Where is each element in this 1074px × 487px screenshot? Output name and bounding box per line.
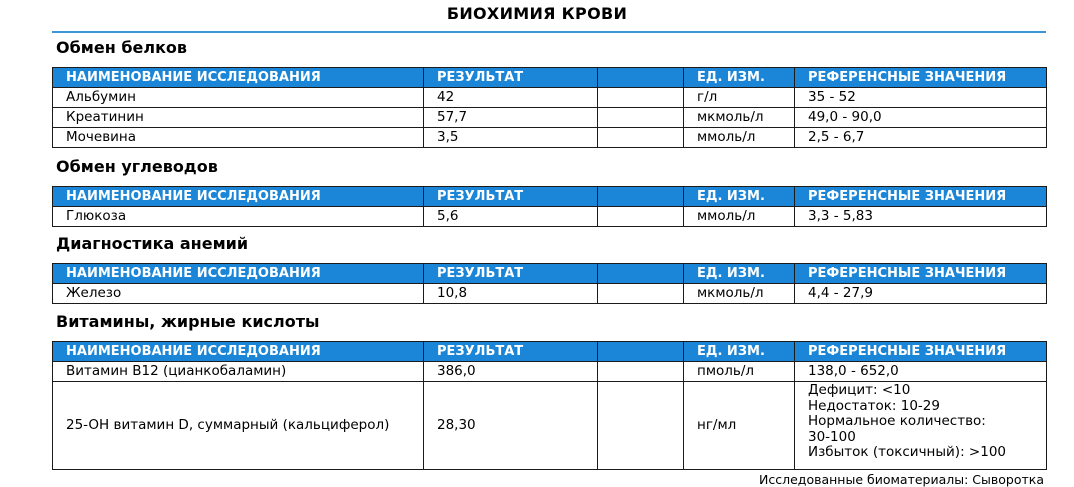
test-ref-multiline bbox=[795, 382, 1047, 470]
test-result: 57,7 bbox=[424, 108, 598, 128]
section-title-anemia: Диагностика анемий bbox=[56, 234, 249, 253]
col-header-ref: РЕФЕРЕНСНЫЕ ЗНАЧЕНИЯ bbox=[795, 264, 1047, 284]
test-unit: нг/мл bbox=[684, 382, 795, 470]
col-header-ref: РЕФЕРЕНСНЫЕ ЗНАЧЕНИЯ bbox=[795, 68, 1047, 88]
col-header-ref: РЕФЕРЕНСНЫЕ ЗНАЧЕНИЯ bbox=[795, 187, 1047, 207]
title-divider bbox=[52, 31, 1046, 33]
blank-cell bbox=[598, 128, 684, 148]
test-name: Витамин B12 (цианкобаламин) bbox=[53, 362, 424, 382]
col-header-blank bbox=[598, 264, 684, 284]
ref-line-deficit: Дефицит: <10 bbox=[808, 382, 911, 398]
section-title-vitamins: Витамины, жирные кислоты bbox=[56, 312, 320, 331]
blank-cell bbox=[598, 88, 684, 108]
col-header-result: РЕЗУЛЬТАТ bbox=[424, 187, 598, 207]
test-name: Альбумин bbox=[53, 88, 424, 108]
anemia-results-table bbox=[52, 263, 1047, 304]
table-row bbox=[53, 362, 1047, 382]
test-unit: мкмоль/л bbox=[684, 284, 795, 304]
table-header-row bbox=[53, 68, 1047, 88]
ref-line-normal-label: Нормальное количество: bbox=[808, 413, 986, 429]
biomaterial-note: Исследованные биоматериалы: Сыворотка bbox=[759, 472, 1044, 487]
test-result: 3,5 bbox=[424, 128, 598, 148]
col-header-result: РЕЗУЛЬТАТ bbox=[424, 68, 598, 88]
test-unit: г/л bbox=[684, 88, 795, 108]
test-result: 386,0 bbox=[424, 362, 598, 382]
col-header-result: РЕЗУЛЬТАТ bbox=[424, 264, 598, 284]
test-ref: 3,3 - 5,83 bbox=[795, 207, 1047, 227]
test-name: Глюкоза bbox=[53, 207, 424, 227]
carbohydrate-results-table bbox=[52, 186, 1047, 227]
table-row bbox=[53, 207, 1047, 227]
col-header-ref: РЕФЕРЕНСНЫЕ ЗНАЧЕНИЯ bbox=[795, 342, 1047, 362]
blank-cell bbox=[598, 362, 684, 382]
protein-results-table bbox=[52, 67, 1047, 148]
test-name: 25-OH витамин D, суммарный (кальциферол) bbox=[53, 382, 424, 470]
col-header-unit: ЕД. ИЗМ. bbox=[684, 264, 795, 284]
test-ref: 138,0 - 652,0 bbox=[795, 362, 1047, 382]
table-row bbox=[53, 284, 1047, 304]
test-result: 28,30 bbox=[424, 382, 598, 470]
test-name: Железо bbox=[53, 284, 424, 304]
col-header-name: НАИМЕНОВАНИЕ ИССЛЕДОВАНИЯ bbox=[53, 264, 424, 284]
test-result: 42 bbox=[424, 88, 598, 108]
test-result: 5,6 bbox=[424, 207, 598, 227]
test-ref: 35 - 52 bbox=[795, 88, 1047, 108]
ref-line-normal-range: 30-100 bbox=[808, 428, 856, 445]
col-header-name: НАИМЕНОВАНИЕ ИССЛЕДОВАНИЯ bbox=[53, 68, 424, 88]
table-header-row bbox=[53, 187, 1047, 207]
test-ref: 49,0 - 90,0 bbox=[795, 108, 1047, 128]
test-unit: ммоль/л bbox=[684, 128, 795, 148]
test-unit: ммоль/л bbox=[684, 207, 795, 227]
col-header-unit: ЕД. ИЗМ. bbox=[684, 187, 795, 207]
vitamins-results-table bbox=[52, 341, 1047, 470]
table-row bbox=[53, 108, 1047, 128]
test-result: 10,8 bbox=[424, 284, 598, 304]
test-ref: 4,4 - 27,9 bbox=[795, 284, 1047, 304]
col-header-unit: ЕД. ИЗМ. bbox=[684, 68, 795, 88]
section-title-carbohydrate: Обмен углеводов bbox=[56, 157, 218, 176]
test-name: Креатинин bbox=[53, 108, 424, 128]
col-header-blank bbox=[598, 68, 684, 88]
table-header-row bbox=[53, 342, 1047, 362]
test-unit: мкмоль/л bbox=[684, 108, 795, 128]
table-row bbox=[53, 88, 1047, 108]
col-header-blank bbox=[598, 187, 684, 207]
col-header-blank bbox=[598, 342, 684, 362]
col-header-unit: ЕД. ИЗМ. bbox=[684, 342, 795, 362]
page-title: БИОХИМИЯ КРОВИ bbox=[446, 4, 628, 23]
blank-cell bbox=[598, 108, 684, 128]
ref-line-insufficiency: Недостаток: 10-29 bbox=[808, 397, 940, 414]
col-header-result: РЕЗУЛЬТАТ bbox=[424, 342, 598, 362]
col-header-name: НАИМЕНОВАНИЕ ИССЛЕДОВАНИЯ bbox=[53, 187, 424, 207]
test-ref: 2,5 - 6,7 bbox=[795, 128, 1047, 148]
blank-cell bbox=[598, 207, 684, 227]
table-row bbox=[53, 128, 1047, 148]
col-header-name: НАИМЕНОВАНИЕ ИССЛЕДОВАНИЯ bbox=[53, 342, 424, 362]
ref-line-excess: Избыток (токсичный): >100 bbox=[808, 444, 1006, 460]
section-title-protein: Обмен белков bbox=[56, 38, 188, 57]
blank-cell bbox=[598, 382, 684, 470]
test-unit: пмоль/л bbox=[684, 362, 795, 382]
test-name: Мочевина bbox=[53, 128, 424, 148]
table-row bbox=[53, 382, 1047, 470]
blank-cell bbox=[598, 284, 684, 304]
table-header-row bbox=[53, 264, 1047, 284]
